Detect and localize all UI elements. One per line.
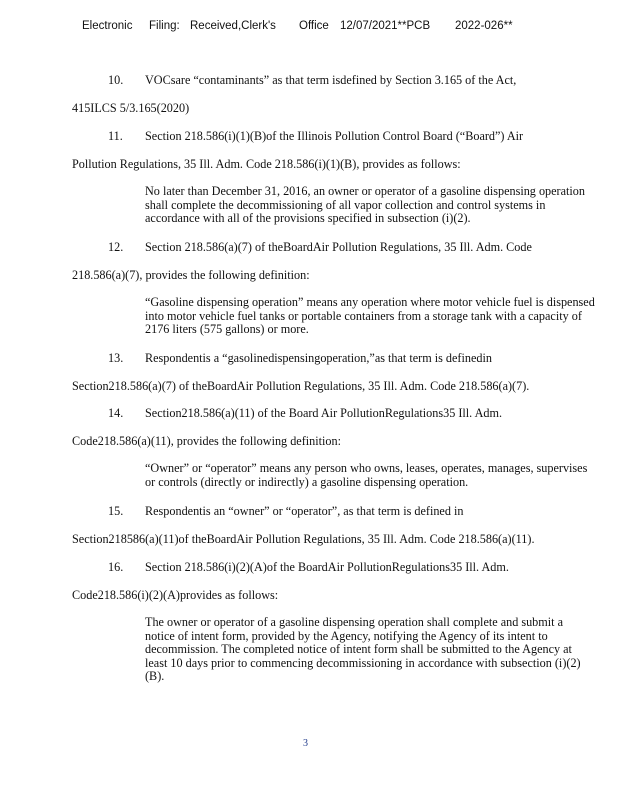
paragraph-15-line1 <box>108 504 463 518</box>
paragraph-10-line1 <box>108 73 516 87</box>
paragraph-text: Section 218.586(i)(1)(B)of the Illinois Pollution Control Board (“Board”) Air <box>145 129 524 143</box>
paragraph-14-line2: Code218.586(a)(11), provides the following definition: <box>72 434 341 448</box>
block-quote-4: The owner or operator of a gasoline dispensing operation shall complete and submit a notice of intent form, provided by the Agency, notifying the Agency of its intent to decommission. The completed notice of intent form shall be submitted to the Agency at least 10 days prior to commencing decommissioning in accordance with subsection (i)(2)(B). <box>145 615 581 684</box>
paragraph-number: 10. <box>108 73 124 87</box>
paragraph-text: Respondentis a “gasolinedispensingoperation,”as that term is definedin <box>145 351 492 365</box>
block-quote-3: “Owner” or “operator” means any person who owns, leases, operates, manages, supervises or controls (directly or indirectly) a gasoline dispensing operation. <box>145 461 588 489</box>
paragraph-number: 11. <box>108 129 123 143</box>
paragraph-number: 15. <box>108 504 124 518</box>
paragraph-12-line1 <box>108 240 532 254</box>
paragraph-number: 13. <box>108 351 124 365</box>
paragraph-13-line1 <box>108 351 492 365</box>
header-case-number: 2022-026** <box>455 20 513 32</box>
page-number: 3 <box>303 738 308 749</box>
paragraph-text: Section 218.586(i)(2)(A)of the BoardAir PollutionRegulations35 Ill. Adm. <box>145 560 509 574</box>
paragraph-13-line2: Section218.586(a)(7) of theBoardAir Pollution Regulations, 35 Ill. Adm. Code 218.586(a)(7). <box>72 379 530 393</box>
paragraph-text: Section218.586(a)(11) of the Board Air PollutionRegulations35 Ill. Adm. <box>145 406 503 420</box>
header-date: 12/07/2021**PCB <box>340 20 431 32</box>
paragraph-number: 12. <box>108 240 124 254</box>
paragraph-number: 14. <box>108 406 124 420</box>
paragraph-12-line2: 218.586(a)(7), provides the following definition: <box>72 268 310 282</box>
paragraph-text: Section 218.586(a)(7) of theBoardAir Pollution Regulations, 35 Ill. Adm. Code <box>145 240 532 254</box>
paragraph-15-line2: Section218586(a)(11)of theBoardAir Pollution Regulations, 35 Ill. Adm. Code 218.586(a)(11). <box>72 532 535 546</box>
paragraph-number: 16. <box>108 560 124 574</box>
paragraph-11-line2: Pollution Regulations, 35 Ill. Adm. Code 218.586(i)(1)(B), provides as follows: <box>72 157 461 171</box>
block-quote-2: “Gasoline dispensing operation” means any operation where motor vehicle fuel is dispensed into motor vehicle fuel tanks or portable containers from a storage tank with a capacity of 2176 liters (575 gallons) or more. <box>145 295 595 337</box>
paragraph-10-line2: 415ILCS 5/3.165(2020) <box>72 101 190 115</box>
header-office: Office <box>299 20 329 32</box>
paragraph-14-line1 <box>108 406 502 420</box>
paragraph-11-line1 <box>108 129 523 143</box>
header-electronic: Electronic <box>82 20 133 32</box>
paragraph-text: Respondentis an “owner” or “operator”, as that term is defined in <box>145 504 464 518</box>
paragraph-16-line1 <box>108 560 509 574</box>
header-received: Received,Clerk's <box>190 20 276 32</box>
paragraph-text: VOCsare “contaminants” as that term isdefined by Section 3.165 of the Act, <box>145 73 517 87</box>
header-filing: Filing: <box>149 20 180 32</box>
block-quote-1: No later than December 31, 2016, an owner or operator of a gasoline dispensing operation shall complete the decommissioning of all vapor collection and control systems in accordance with all of the provisions specified in subsection (i)(2). <box>145 184 585 226</box>
paragraph-16-line2: Code218.586(i)(2)(A)provides as follows: <box>72 588 279 602</box>
